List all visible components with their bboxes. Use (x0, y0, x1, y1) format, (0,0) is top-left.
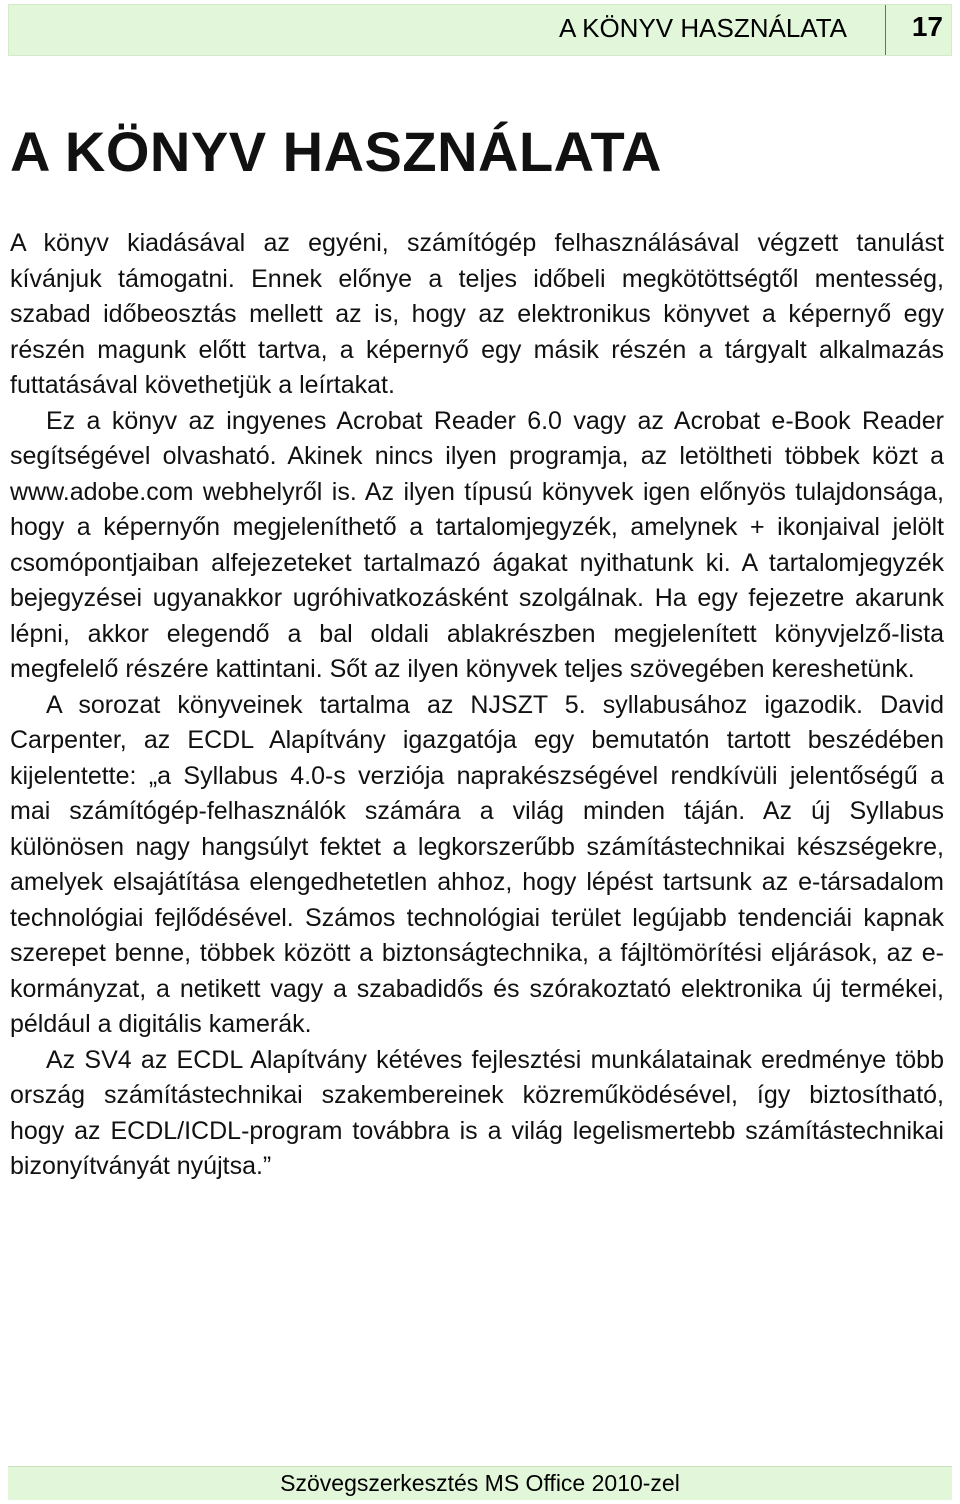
chapter-title: A KÖNYV HASZNÁLATA (10, 120, 662, 183)
page-footer (8, 1466, 952, 1500)
page-header (8, 4, 952, 56)
body-text (10, 226, 944, 1185)
page-number: 17 (911, 11, 943, 42)
paragraph-syllabus: A sorozat könyveinek tartalma az NJSZT 5. syllabusához igazodik. David Carpenter, az ECDL Alapítvány igazgatója egy bemutatón tartott beszédében kijelentette: „a Syllabus 4.0-s verziója naprakészségével rendkívüli jelentőségű a mai számítógép-felhasználók számára a világ minden táján. Az új Syllabus különösen nagy hangsúlyt fektet a legkorszerűbb számítástechnikai készségekre, amelyek elsajátítása elengedhetetlen ahhoz, hogy lépést tartsunk az e-társadalom technológiai fejlődésével. Számos technológiai terület legújabb tendenciái kapnak szerepet benne, többek között a biztonságtechnika, a fájltömörítési eljárások, az e-kormányzat, a netikett vagy a szabadidős és szórakoztató elektronika új termékei, például a digitális kamerák. (10, 690, 944, 1038)
header-divider (885, 5, 886, 55)
paragraph-intro: A könyv kiadásával az egyéni, számítógép felhasználásával végzett tanulást kívánjuk támogatni. Ennek előnye a teljes időbeli megkötöttségtől mentesség, szabad időbeosztás mellett az is, hogy az elektronikus könyvet a képernyő egy részén magunk előtt tartva, a képernyő egy másik részén a tárgyalt alkalmazás futtatásával követhetjük a leírtakat. (10, 229, 944, 399)
running-header-title: A KÖNYV HASZNÁLATA (558, 13, 847, 43)
footer-text: Szövegszerkesztés MS Office 2010-zel (280, 1470, 680, 1496)
paragraph-sv4: Az SV4 az ECDL Alapítvány kétéves fejlesztési munkálatainak eredménye több ország számítástechnikai szakembereinek közreműködésével, így biztosítható, hogy az ECDL/ICDL-program továbbra is a világ legelismertebb számítástechnikai bizonyítványát nyújtsa.” (10, 1045, 944, 1180)
paragraph-reader: Ez a könyv az ingyenes Acrobat Reader 6.0 vagy az Acrobat e-Book Reader segítségével olvasható. Akinek nincs ilyen programja, az letöltheti többek közt a www.adobe.com webhelyről is. Az ilyen típusú könyvek igen előnyös tulajdonsága, hogy a képernyőn megjeleníthető a tartalomjegyzék, amelynek + ikonjaival jelölt csomópontjaiban alfejezeteket tartalmazó ágakat nyithatunk ki. A tartalomjegyzék bejegyzései ugyanakkor ugróhivatkozásként szolgálnak. Ha egy fejezetre akarunk lépni, akkor elegendő a bal oldali ablakrészben megjelenített könyvjelző-lista megfelelő részére kattintani. Sőt az ilyen könyvek teljes szövegében kereshetünk. (10, 406, 944, 683)
